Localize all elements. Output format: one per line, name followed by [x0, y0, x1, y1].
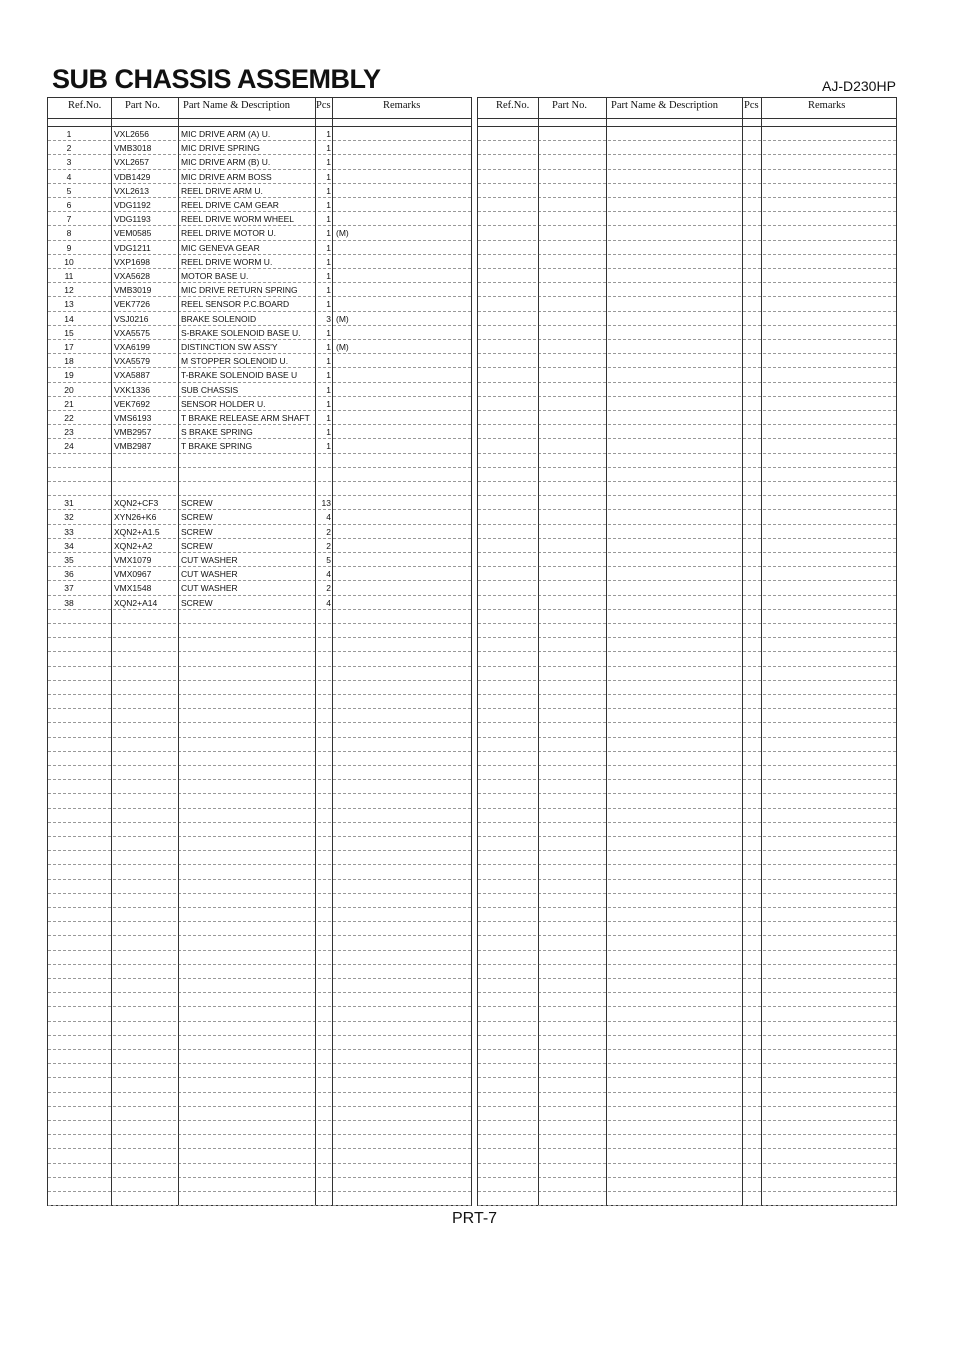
- table-row: [478, 652, 896, 666]
- cell-part-no: XQN2+A1.5: [114, 526, 160, 537]
- cell-pcs: 2: [326, 540, 331, 551]
- cell-ref-no: 18: [64, 356, 74, 367]
- cell-part-no: VEK7692: [114, 398, 150, 409]
- cell-part-name: REEL DRIVE MOTOR U.: [181, 228, 276, 239]
- cell-part-name: M STOPPER SOLENOID U.: [181, 356, 289, 367]
- cell-part-name: SCREW: [181, 498, 213, 509]
- table-row: [478, 170, 896, 184]
- cell-ref-no: 32: [64, 512, 74, 523]
- table-row: [478, 837, 896, 851]
- table-row: [478, 809, 896, 823]
- table-row: [478, 1036, 896, 1050]
- table-row: [478, 269, 896, 283]
- table-row: [478, 738, 896, 752]
- header-gap: [478, 118, 896, 127]
- cell-part-no: VXA5628: [114, 271, 150, 281]
- cell-part-name: SUB CHASSIS: [181, 384, 239, 395]
- table-row: [478, 198, 896, 212]
- cell-part-no: VDG1211: [114, 242, 151, 253]
- table-row: [478, 411, 896, 425]
- cell-pcs: 1: [326, 398, 331, 409]
- table-row: [478, 525, 896, 539]
- table-row: [478, 624, 896, 638]
- cell-part-no: VXA6199: [114, 342, 150, 352]
- table-row: [478, 667, 896, 681]
- cell-part-no: VMB2987: [114, 441, 152, 452]
- table-row: [478, 979, 896, 993]
- table-row: [478, 1121, 896, 1135]
- cell-remarks: (M): [336, 313, 349, 324]
- cell-part-name: SCREW: [181, 526, 213, 537]
- table-row: [478, 255, 896, 269]
- cell-pcs: 1: [326, 427, 331, 438]
- page-number: PRT-7: [452, 1210, 498, 1227]
- cell-part-no: VXA5887: [114, 370, 150, 381]
- cell-ref-no: 22: [64, 413, 74, 423]
- table-row: [478, 212, 896, 226]
- cell-pcs: 1: [326, 299, 331, 310]
- table-row: [478, 1022, 896, 1036]
- table-row: [478, 794, 896, 808]
- table-row: [478, 155, 896, 169]
- cell-part-no: VSJ0216: [114, 313, 149, 324]
- cell-part-no: XQN2+CF3: [114, 498, 159, 509]
- column-divider: [538, 98, 539, 1205]
- cell-pcs: 1: [326, 171, 331, 182]
- cell-ref-no: 19: [64, 370, 74, 381]
- cell-part-no: VMS6193: [114, 413, 152, 423]
- table-row: [478, 1149, 896, 1163]
- cell-part-no: VMB3018: [114, 143, 152, 154]
- header-part-no: Part No.: [552, 100, 587, 111]
- cell-ref-no: 14: [64, 313, 74, 324]
- column-divider: [606, 98, 607, 1205]
- cell-part-name: S BRAKE SPRING: [181, 427, 253, 438]
- cell-part-no: VMX1079: [114, 555, 152, 565]
- cell-pcs: 1: [326, 285, 331, 296]
- cell-ref-no: 36: [64, 569, 74, 580]
- cell-part-no: VXA5575: [114, 327, 150, 338]
- table-row: [478, 368, 896, 382]
- cell-ref-no: 6: [66, 200, 72, 210]
- table-row: [478, 908, 896, 922]
- cell-part-no: VXL2657: [114, 157, 149, 168]
- cell-part-no: VDG1193: [114, 214, 151, 225]
- model-number: AJ-D230HP: [822, 78, 896, 94]
- cell-part-name: MIC DRIVE ARM (A) U.: [181, 129, 271, 139]
- table-row: [478, 936, 896, 950]
- table-row: [478, 539, 896, 553]
- table-row: [478, 482, 896, 496]
- table-row: [478, 354, 896, 368]
- table-row: [478, 894, 896, 908]
- table-row: [478, 397, 896, 411]
- cell-part-name: BRAKE SOLENOID: [181, 313, 257, 324]
- cell-pcs: 1: [326, 370, 331, 381]
- page-title: SUB CHASSIS ASSEMBLY: [52, 64, 381, 94]
- table-row: [478, 283, 896, 297]
- table-row: [478, 383, 896, 397]
- cell-part-no: VXK1336: [114, 384, 150, 395]
- cell-part-no: VXP1698: [114, 256, 150, 267]
- cell-ref-no: 1: [66, 129, 72, 139]
- table-row: [478, 184, 896, 198]
- cell-part-no: XQN2+A14: [114, 597, 158, 608]
- table-row: [478, 567, 896, 581]
- cell-part-name: REEL DRIVE WORM WHEEL: [181, 214, 295, 225]
- column-divider: [111, 98, 112, 1205]
- table-row: [478, 141, 896, 155]
- table-row: [478, 297, 896, 311]
- cell-pcs: 1: [326, 384, 331, 395]
- cell-part-name: CUT WASHER: [181, 555, 238, 565]
- cell-ref-no: 31: [64, 498, 74, 509]
- column-divider: [315, 98, 316, 1205]
- header-part-no: Part No.: [125, 100, 160, 111]
- cell-pcs: 1: [326, 157, 331, 168]
- cell-ref-no: 38: [64, 597, 74, 608]
- cell-ref-no: 7: [66, 214, 72, 225]
- cell-ref-no: 2: [66, 143, 72, 154]
- table-row: [478, 454, 896, 468]
- table-row: [478, 1107, 896, 1121]
- cell-pcs: 5: [326, 555, 331, 565]
- header-part-name: Part Name & Description: [611, 100, 719, 111]
- table-row: [478, 823, 896, 837]
- cell-part-name: DISTINCTION SW ASS'Y: [181, 342, 278, 352]
- cell-ref-no: 8: [66, 228, 72, 239]
- column-divider: [742, 98, 743, 1205]
- table-row: [478, 922, 896, 936]
- cell-part-name: SCREW: [181, 597, 213, 608]
- cell-ref-no: 10: [64, 256, 74, 267]
- cell-ref-no: 3: [66, 157, 72, 168]
- cell-part-name: REEL DRIVE CAM GEAR: [181, 200, 279, 210]
- cell-part-no: VXL2656: [114, 129, 149, 139]
- cell-part-no: XYN26+K6: [114, 512, 157, 523]
- cell-pcs: 1: [326, 271, 331, 281]
- table-row: [478, 340, 896, 354]
- cell-pcs: 1: [326, 256, 331, 267]
- table-row: [478, 865, 896, 879]
- cell-part-no: XQN2+A2: [114, 540, 153, 551]
- header-pcs: Pcs: [316, 100, 331, 111]
- cell-ref-no: 20: [64, 384, 74, 395]
- table-row: [478, 1050, 896, 1064]
- table-row: [478, 880, 896, 894]
- cell-remarks: (M): [336, 342, 349, 352]
- table-row: [478, 965, 896, 979]
- cell-part-name: MIC DRIVE SPRING: [181, 143, 260, 154]
- cell-ref-no: 12: [64, 285, 74, 296]
- cell-pcs: 4: [326, 569, 331, 580]
- cell-pcs: 3: [326, 313, 331, 324]
- cell-ref-no: 37: [64, 583, 74, 594]
- cell-remarks: (M): [336, 228, 349, 239]
- cell-pcs: 13: [321, 498, 331, 509]
- table-row: [478, 709, 896, 723]
- column-divider: [761, 98, 762, 1205]
- table-row: [478, 496, 896, 510]
- table-row: [478, 993, 896, 1007]
- cell-part-name: T BRAKE SPRING: [181, 441, 253, 452]
- table-row: [478, 610, 896, 624]
- cell-pcs: 1: [326, 185, 331, 196]
- header-remarks: Remarks: [808, 100, 846, 111]
- cell-part-name: MIC DRIVE ARM (B) U.: [181, 157, 271, 168]
- table-row: [478, 1164, 896, 1178]
- header-ref-no: Ref.No.: [496, 100, 530, 111]
- cell-ref-no: 23: [64, 427, 74, 438]
- cell-part-name: CUT WASHER: [181, 583, 238, 594]
- table-row: [478, 241, 896, 255]
- cell-part-name: SENSOR HOLDER U.: [181, 398, 266, 409]
- column-divider: [178, 98, 179, 1205]
- cell-part-no: VEM0585: [114, 228, 152, 239]
- cell-pcs: 4: [326, 597, 331, 608]
- table-row: [478, 439, 896, 453]
- table-row: [478, 780, 896, 794]
- table-row: [478, 510, 896, 524]
- cell-ref-no: 35: [64, 555, 74, 565]
- cell-part-name: CUT WASHER: [181, 569, 238, 580]
- table-row: [478, 127, 896, 141]
- table-row: [478, 695, 896, 709]
- table-row: [478, 312, 896, 326]
- cell-ref-no: 11: [64, 271, 74, 281]
- cell-ref-no: 17: [64, 342, 74, 352]
- table-row: [478, 723, 896, 737]
- cell-pcs: 1: [326, 242, 331, 253]
- table-row: [478, 596, 896, 610]
- table-row: [478, 468, 896, 482]
- header-ref-no: Ref.No.: [68, 100, 102, 111]
- cell-part-name: REEL DRIVE ARM U.: [181, 185, 263, 196]
- table-row: [478, 1007, 896, 1021]
- cell-pcs: 1: [326, 129, 331, 139]
- table-row: [478, 766, 896, 780]
- cell-part-name: T BRAKE RELEASE ARM SHAFT: [181, 413, 310, 423]
- table-row: [478, 326, 896, 340]
- cell-pcs: 4: [326, 512, 331, 523]
- cell-part-name: REEL SENSOR P.C.BOARD: [181, 299, 290, 310]
- cell-ref-no: 34: [64, 540, 74, 551]
- header-pcs: Pcs: [744, 100, 759, 111]
- parts-table-right: [477, 97, 897, 1206]
- column-divider: [332, 98, 333, 1205]
- table-row: [478, 951, 896, 965]
- table-row: [478, 1178, 896, 1192]
- cell-part-no: VXL2613: [114, 185, 149, 196]
- cell-part-no: VXA5579: [114, 356, 150, 367]
- cell-pcs: 1: [326, 413, 331, 423]
- table-row: [478, 1135, 896, 1149]
- cell-pcs: 1: [326, 214, 331, 225]
- cell-ref-no: 13: [64, 299, 74, 310]
- cell-ref-no: 4: [66, 171, 72, 182]
- header-part-name: Part Name & Description: [183, 100, 291, 111]
- cell-pcs: 2: [326, 526, 331, 537]
- table-row: [478, 226, 896, 240]
- cell-pcs: 1: [326, 342, 331, 352]
- table-header: [478, 98, 896, 119]
- cell-pcs: 1: [326, 327, 331, 338]
- cell-part-no: VDG1192: [114, 200, 151, 210]
- table-row: [478, 1192, 896, 1206]
- table-row: [478, 851, 896, 865]
- cell-part-name: MOTOR BASE U.: [181, 271, 249, 281]
- cell-part-no: VDB1429: [114, 171, 151, 182]
- cell-part-name: MIC DRIVE ARM BOSS: [181, 171, 272, 182]
- table-row: [478, 1078, 896, 1092]
- cell-part-no: VEK7726: [114, 299, 150, 310]
- table-row: [478, 1093, 896, 1107]
- cell-part-name: T-BRAKE SOLENOID BASE U: [181, 370, 298, 381]
- table-row: [478, 425, 896, 439]
- cell-part-name: MIC DRIVE RETURN SPRING: [181, 285, 298, 296]
- cell-pcs: 1: [326, 228, 331, 239]
- table-row: [478, 752, 896, 766]
- cell-pcs: 1: [326, 356, 331, 367]
- cell-ref-no: 21: [64, 398, 74, 409]
- cell-pcs: 1: [326, 441, 331, 452]
- cell-pcs: 1: [326, 143, 331, 154]
- header-remarks: Remarks: [383, 100, 421, 111]
- cell-pcs: 2: [326, 583, 331, 594]
- parts-table-left: [47, 97, 472, 1206]
- table-row: [478, 581, 896, 595]
- table-row: [478, 681, 896, 695]
- cell-ref-no: 15: [64, 327, 74, 338]
- cell-part-name: SCREW: [181, 512, 213, 523]
- table-row: [478, 553, 896, 567]
- cell-ref-no: 33: [64, 526, 74, 537]
- cell-part-no: VMB3019: [114, 285, 152, 296]
- cell-pcs: 1: [326, 200, 331, 210]
- cell-part-name: SCREW: [181, 540, 213, 551]
- cell-part-name: S-BRAKE SOLENOID BASE U.: [181, 327, 301, 338]
- cell-ref-no: 9: [66, 242, 72, 253]
- cell-part-no: VMX0967: [114, 569, 152, 580]
- cell-part-no: VMX1548: [114, 583, 152, 594]
- cell-part-no: VMB2957: [114, 427, 152, 438]
- cell-ref-no: 5: [66, 185, 72, 196]
- cell-part-name: MIC GENEVA GEAR: [181, 242, 260, 253]
- cell-part-name: REEL DRIVE WORM U.: [181, 256, 273, 267]
- table-row: [478, 1064, 896, 1078]
- table-row: [478, 638, 896, 652]
- cell-ref-no: 24: [64, 441, 74, 452]
